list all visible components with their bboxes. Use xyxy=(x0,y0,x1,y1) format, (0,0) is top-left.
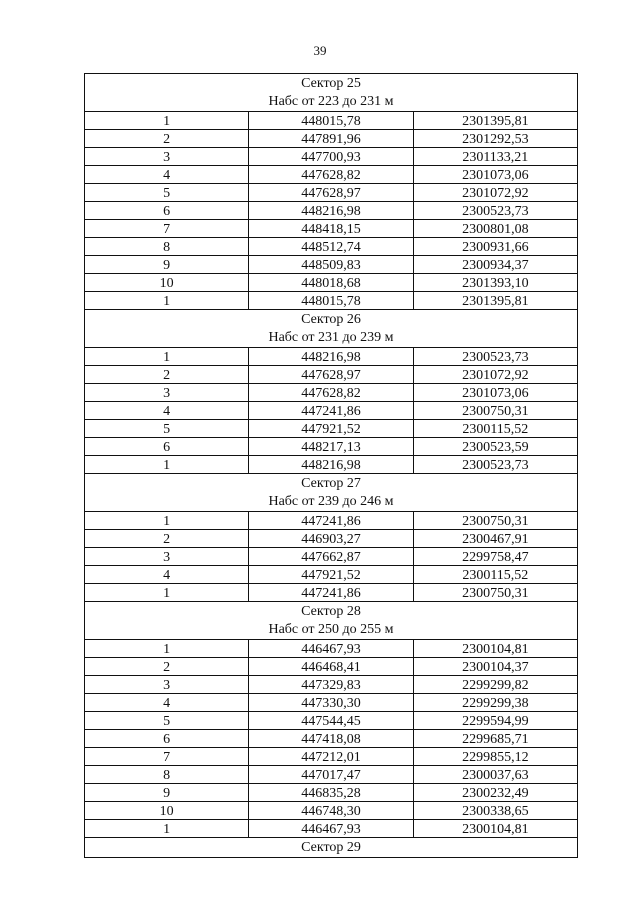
sector-header-row xyxy=(85,838,578,858)
point-number-cell: 2 xyxy=(85,658,249,676)
y-coordinate-cell: 2300750,31 xyxy=(413,402,577,420)
table-row xyxy=(85,694,578,712)
point-number-cell: 1 xyxy=(85,512,249,530)
table-row xyxy=(85,130,578,148)
sector-elevation-range: Набс от 239 до 246 м xyxy=(268,493,394,509)
x-coordinate-cell: 447628,82 xyxy=(249,166,413,184)
x-coordinate-cell: 447329,83 xyxy=(249,676,413,694)
y-coordinate-cell: 2300115,52 xyxy=(413,420,577,438)
y-coordinate-cell: 2300801,08 xyxy=(413,220,577,238)
x-coordinate-cell: 447017,47 xyxy=(249,766,413,784)
y-coordinate-cell: 2301395,81 xyxy=(413,292,577,310)
sector-header xyxy=(85,602,578,640)
x-coordinate-cell: 446903,27 xyxy=(249,530,413,548)
point-number-cell: 6 xyxy=(85,202,249,220)
sector-title: Сектор 28 xyxy=(301,603,361,619)
sector-header-row xyxy=(85,602,578,640)
y-coordinate-cell: 2299299,38 xyxy=(413,694,577,712)
point-number-cell: 3 xyxy=(85,384,249,402)
table-row xyxy=(85,438,578,456)
x-coordinate-cell: 448216,98 xyxy=(249,202,413,220)
x-coordinate-cell: 446468,41 xyxy=(249,658,413,676)
point-number-cell: 1 xyxy=(85,292,249,310)
table-row xyxy=(85,802,578,820)
point-number-cell: 4 xyxy=(85,166,249,184)
x-coordinate-cell: 447241,86 xyxy=(249,402,413,420)
point-number-cell: 2 xyxy=(85,366,249,384)
x-coordinate-cell: 446467,93 xyxy=(249,640,413,658)
x-coordinate-cell: 447628,82 xyxy=(249,384,413,402)
y-coordinate-cell: 2300104,81 xyxy=(413,640,577,658)
table-row xyxy=(85,676,578,694)
table-row xyxy=(85,640,578,658)
sector-table-body xyxy=(85,74,578,858)
sector-title: Сектор 25 xyxy=(301,75,361,91)
table-row xyxy=(85,402,578,420)
table-row xyxy=(85,238,578,256)
y-coordinate-cell: 2300750,31 xyxy=(413,512,577,530)
y-coordinate-cell: 2300338,65 xyxy=(413,802,577,820)
point-number-cell: 2 xyxy=(85,130,249,148)
sector-elevation-range: Набс от 250 до 255 м xyxy=(268,621,394,637)
x-coordinate-cell: 448216,98 xyxy=(249,456,413,474)
x-coordinate-cell: 448018,68 xyxy=(249,274,413,292)
x-coordinate-cell: 448015,78 xyxy=(249,292,413,310)
sector-title: Сектор 26 xyxy=(301,311,361,327)
point-number-cell: 3 xyxy=(85,676,249,694)
x-coordinate-cell: 447241,86 xyxy=(249,512,413,530)
x-coordinate-cell: 447418,08 xyxy=(249,730,413,748)
y-coordinate-cell: 2301292,53 xyxy=(413,130,577,148)
y-coordinate-cell: 2300037,63 xyxy=(413,766,577,784)
y-coordinate-cell: 2299855,12 xyxy=(413,748,577,766)
point-number-cell: 9 xyxy=(85,256,249,274)
point-number-cell: 7 xyxy=(85,748,249,766)
table-row xyxy=(85,712,578,730)
y-coordinate-cell: 2301072,92 xyxy=(413,184,577,202)
table-row xyxy=(85,256,578,274)
table-row xyxy=(85,784,578,802)
point-number-cell: 5 xyxy=(85,712,249,730)
y-coordinate-cell: 2301073,06 xyxy=(413,384,577,402)
y-coordinate-cell: 2300104,37 xyxy=(413,658,577,676)
y-coordinate-cell: 2300934,37 xyxy=(413,256,577,274)
x-coordinate-cell: 448015,78 xyxy=(249,112,413,130)
x-coordinate-cell: 448217,13 xyxy=(249,438,413,456)
x-coordinate-cell: 446835,28 xyxy=(249,784,413,802)
table-row xyxy=(85,366,578,384)
point-number-cell: 5 xyxy=(85,184,249,202)
x-coordinate-cell: 447212,01 xyxy=(249,748,413,766)
table-row xyxy=(85,456,578,474)
table-row xyxy=(85,148,578,166)
x-coordinate-cell: 447544,45 xyxy=(249,712,413,730)
y-coordinate-cell: 2300750,31 xyxy=(413,584,577,602)
point-number-cell: 1 xyxy=(85,112,249,130)
point-number-cell: 4 xyxy=(85,694,249,712)
table-row xyxy=(85,548,578,566)
point-number-cell: 3 xyxy=(85,548,249,566)
y-coordinate-cell: 2300115,52 xyxy=(413,566,577,584)
y-coordinate-cell: 2299299,82 xyxy=(413,676,577,694)
table-row xyxy=(85,420,578,438)
table-row xyxy=(85,566,578,584)
sector-header xyxy=(85,474,578,512)
y-coordinate-cell: 2300523,73 xyxy=(413,456,577,474)
table-row xyxy=(85,184,578,202)
point-number-cell: 1 xyxy=(85,456,249,474)
y-coordinate-cell: 2300523,73 xyxy=(413,348,577,366)
point-number-cell: 4 xyxy=(85,566,249,584)
x-coordinate-cell: 447241,86 xyxy=(249,584,413,602)
x-coordinate-cell: 447891,96 xyxy=(249,130,413,148)
x-coordinate-cell: 447330,30 xyxy=(249,694,413,712)
table-row xyxy=(85,384,578,402)
table-row xyxy=(85,292,578,310)
x-coordinate-cell: 446748,30 xyxy=(249,802,413,820)
point-number-cell: 10 xyxy=(85,802,249,820)
point-number-cell: 8 xyxy=(85,766,249,784)
point-number-cell: 2 xyxy=(85,530,249,548)
x-coordinate-cell: 448216,98 xyxy=(249,348,413,366)
table-row xyxy=(85,348,578,366)
sector-elevation-range: Набс от 223 до 231 м xyxy=(268,93,394,109)
y-coordinate-cell: 2300931,66 xyxy=(413,238,577,256)
x-coordinate-cell: 447921,52 xyxy=(249,420,413,438)
point-number-cell: 8 xyxy=(85,238,249,256)
point-number-cell: 7 xyxy=(85,220,249,238)
x-coordinate-cell: 448509,83 xyxy=(249,256,413,274)
table-row xyxy=(85,166,578,184)
table-row xyxy=(85,220,578,238)
x-coordinate-cell: 447628,97 xyxy=(249,366,413,384)
y-coordinate-cell: 2300104,81 xyxy=(413,820,577,838)
table-row xyxy=(85,512,578,530)
table-row xyxy=(85,202,578,220)
sector-header-row xyxy=(85,474,578,512)
point-number-cell: 4 xyxy=(85,402,249,420)
y-coordinate-cell: 2299594,99 xyxy=(413,712,577,730)
x-coordinate-cell: 448512,74 xyxy=(249,238,413,256)
table-row xyxy=(85,274,578,292)
y-coordinate-cell: 2300523,73 xyxy=(413,202,577,220)
point-number-cell: 1 xyxy=(85,820,249,838)
x-coordinate-cell: 447628,97 xyxy=(249,184,413,202)
sector-coordinates-table xyxy=(84,73,578,858)
page-number: 39 xyxy=(313,43,327,58)
point-number-cell: 1 xyxy=(85,584,249,602)
sector-header-row xyxy=(85,74,578,112)
x-coordinate-cell: 448418,15 xyxy=(249,220,413,238)
x-coordinate-cell: 447662,87 xyxy=(249,548,413,566)
point-number-cell: 5 xyxy=(85,420,249,438)
y-coordinate-cell: 2299758,47 xyxy=(413,548,577,566)
y-coordinate-cell: 2301072,92 xyxy=(413,366,577,384)
y-coordinate-cell: 2300232,49 xyxy=(413,784,577,802)
y-coordinate-cell: 2299685,71 xyxy=(413,730,577,748)
point-number-cell: 6 xyxy=(85,730,249,748)
point-number-cell: 6 xyxy=(85,438,249,456)
y-coordinate-cell: 2300467,91 xyxy=(413,530,577,548)
sector-elevation-range: Набс от 231 до 239 м xyxy=(268,329,394,345)
sector-header-row xyxy=(85,310,578,348)
sector-title: Сектор 27 xyxy=(301,475,361,491)
point-number-cell: 3 xyxy=(85,148,249,166)
x-coordinate-cell: 447700,93 xyxy=(249,148,413,166)
x-coordinate-cell: 446467,93 xyxy=(249,820,413,838)
table-row xyxy=(85,820,578,838)
table-row xyxy=(85,530,578,548)
point-number-cell: 1 xyxy=(85,348,249,366)
point-number-cell: 10 xyxy=(85,274,249,292)
table-row xyxy=(85,748,578,766)
point-number-cell: 1 xyxy=(85,640,249,658)
sector-header xyxy=(85,74,578,112)
y-coordinate-cell: 2301133,21 xyxy=(413,148,577,166)
table-row xyxy=(85,766,578,784)
table-row xyxy=(85,730,578,748)
sector-title: Сектор 29 xyxy=(301,839,361,855)
sector-header xyxy=(85,838,578,858)
table-row xyxy=(85,584,578,602)
y-coordinate-cell: 2300523,59 xyxy=(413,438,577,456)
y-coordinate-cell: 2301395,81 xyxy=(413,112,577,130)
sector-header xyxy=(85,310,578,348)
y-coordinate-cell: 2301073,06 xyxy=(413,166,577,184)
x-coordinate-cell: 447921,52 xyxy=(249,566,413,584)
table-row xyxy=(85,112,578,130)
point-number-cell: 9 xyxy=(85,784,249,802)
table-row xyxy=(85,658,578,676)
y-coordinate-cell: 2301393,10 xyxy=(413,274,577,292)
